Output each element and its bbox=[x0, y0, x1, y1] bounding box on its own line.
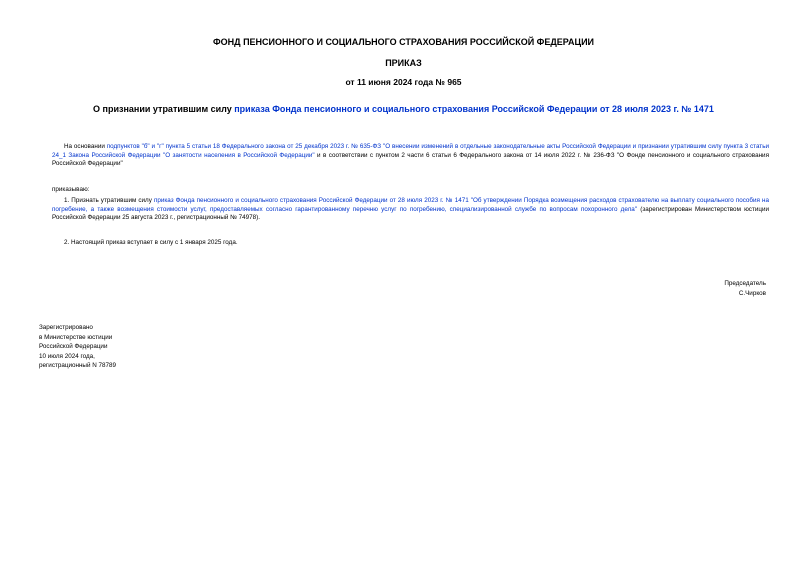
document-type: ПРИКАЗ bbox=[385, 58, 422, 68]
document-subject bbox=[0, 104, 807, 114]
basis-law-link[interactable]: подпунктов "б" и "г" пункта 5 статьи 18 Федерального закона от 25 декабря 2023 г. № 635-ФЗ "О внесении изменений в отдельные законодательные акты Российской Федерации и признании утратившим силу пункта 3 статьи 24_1 Закона Российской Федерации "О занятости населения в Российской Федерации" bbox=[52, 143, 769, 159]
organization-title: ФОНД ПЕНСИОННОГО И СОЦИАЛЬНОГО СТРАХОВАНИЯ РОССИЙСКОЙ ФЕДЕРАЦИИ bbox=[212, 37, 595, 47]
order-word: приказываю: bbox=[52, 186, 90, 193]
item-1-text-1: 1. Признать утратившим силу bbox=[64, 197, 154, 204]
registration-block bbox=[39, 323, 116, 371]
item-1-text-2: (зарегистрирован Министерством юстиции Российской Федерации 25 августа 2023 г., регистрационный № 74978). bbox=[52, 205, 769, 222]
item-2-paragraph: 2. Настоящий приказ вступает в силу с 1 января 2025 года. bbox=[64, 239, 238, 246]
registration-line: регистрационный N 78789 bbox=[39, 362, 117, 369]
item-1-order-link[interactable]: приказ Фонда пенсионного и социального страхования Российской Федерации от 28 июля 2023 г. № 1471 "Об утверждении Порядка возмещения расходов страхователю на выплату социального пособия на погребение, а также возмещения стоимости услуг, предоставляемых согласно гарантированному перечню услуг по погребению, специализированной службе по вопросам похоронного дела" bbox=[52, 197, 769, 213]
registration-line: в Министерстве юстиции bbox=[39, 333, 113, 341]
document-date-number: от 11 июня 2024 года № 965 bbox=[345, 77, 462, 87]
registration-line: 10 июля 2024 года, bbox=[39, 352, 95, 360]
basis-paragraph bbox=[52, 143, 769, 169]
basis-text-2: и в соответствии с пунктом 2 части 6 статьи 6 Федерального закона от 14 июля 2022 г. № 236-ФЗ "О Фонде пенсионного и социального страхования Российской Федерации" bbox=[52, 151, 769, 168]
basis-text-1: На основании bbox=[64, 143, 107, 150]
subject-prefix: О признании утратившим силу bbox=[93, 104, 235, 114]
signature-title: Председатель bbox=[724, 280, 766, 287]
signature-name: С.Чирков bbox=[738, 290, 766, 297]
registration-line: Зарегистрировано bbox=[39, 324, 93, 331]
item-1-paragraph bbox=[52, 197, 769, 223]
subject-link[interactable]: приказа Фонда пенсионного и социального страхования Российской Федерации от 28 июля 2023 г. № 1471 bbox=[234, 104, 714, 114]
signature-block bbox=[724, 279, 766, 299]
registration-line: Российской Федерации bbox=[39, 343, 108, 350]
